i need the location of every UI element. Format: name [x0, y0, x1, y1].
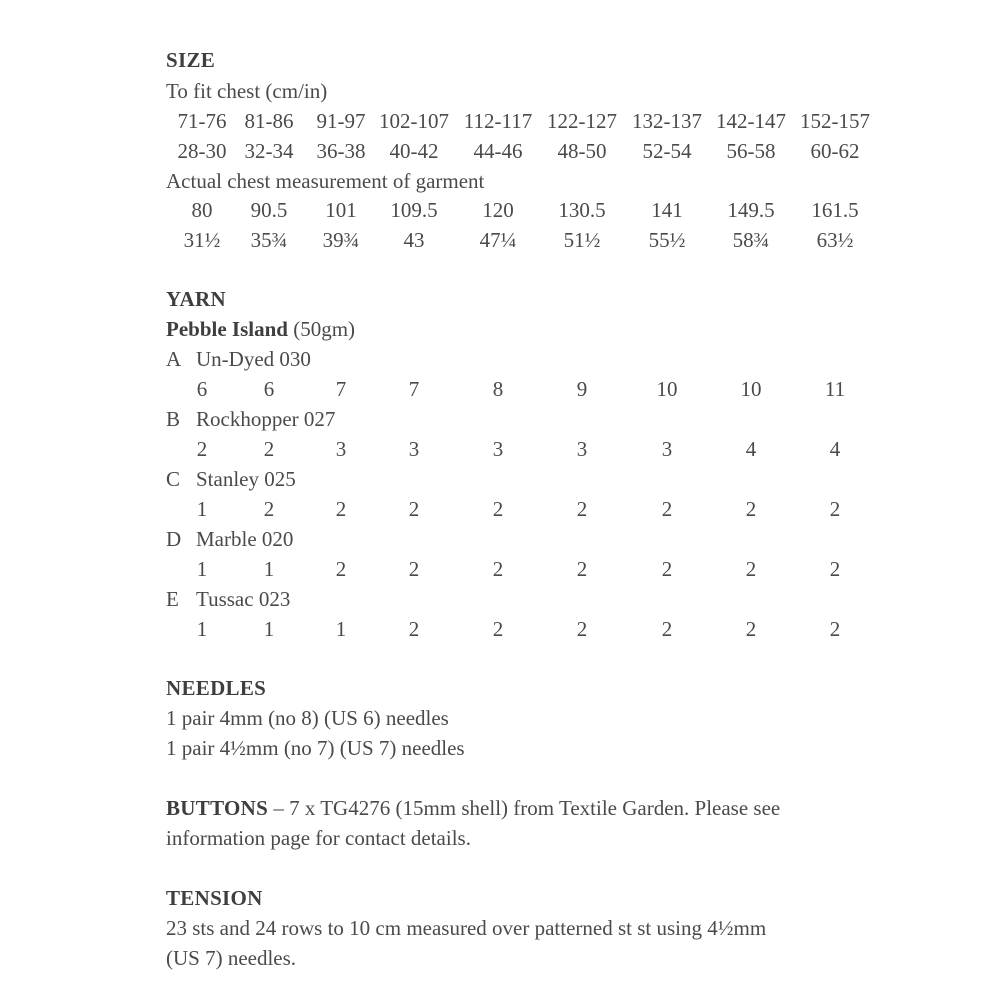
actual-chest-label: Actual chest measurement of garment	[166, 169, 485, 193]
size-column-value: 2	[408, 617, 420, 641]
size-column-value: 55½	[648, 228, 686, 252]
size-column-value: 1	[196, 497, 208, 521]
size-column-value: 32-34	[244, 139, 294, 163]
tension-heading: TENSION	[166, 886, 263, 910]
size-column-value: 7	[335, 377, 347, 401]
yarn-weight: (50gm)	[293, 317, 356, 341]
size-column-value: 2	[745, 497, 757, 521]
size-column-value: 2	[196, 437, 208, 461]
size-column-value: 142-147	[716, 109, 786, 133]
size-column-value: 2	[408, 557, 420, 581]
chest-in-row	[0, 138, 1000, 164]
size-column-value: 2	[829, 497, 841, 521]
size-column-value: 2	[576, 617, 588, 641]
size-column-value: 2	[745, 557, 757, 581]
size-column-value: 102-107	[379, 109, 449, 133]
size-column-value: 90.5	[250, 198, 288, 222]
size-column-value: 1	[196, 557, 208, 581]
size-column-value: 4	[745, 437, 757, 461]
needles-line-2: 1 pair 4½mm (no 7) (US 7) needles	[166, 736, 465, 760]
size-column-value: 112-117	[463, 109, 533, 133]
size-column-value: 60-62	[810, 139, 860, 163]
size-column-value: 28-30	[177, 139, 227, 163]
size-column-value: 9	[576, 377, 588, 401]
size-column-value: 2	[492, 617, 504, 641]
size-column-value: 1	[196, 617, 208, 641]
actual-cm-row	[0, 197, 1000, 223]
size-column-value: 63½	[816, 228, 854, 252]
size-column-value: 44-46	[473, 139, 523, 163]
size-column-value: 43	[403, 228, 425, 252]
size-column-value: 6	[263, 377, 275, 401]
buttons-heading: BUTTONS	[166, 796, 269, 820]
size-column-value: 130.5	[558, 198, 606, 222]
size-column-value: 152-157	[800, 109, 870, 133]
size-column-value: 7	[408, 377, 420, 401]
buttons-line-2: information page for contact details.	[166, 826, 471, 850]
size-column-value: 2	[829, 557, 841, 581]
size-column-value: 81-86	[244, 109, 294, 133]
colour-a-quantities	[0, 376, 1000, 402]
size-column-value: 2	[492, 497, 504, 521]
size-column-value: 1	[335, 617, 347, 641]
size-column-value: 3	[335, 437, 347, 461]
colour-c-quantities	[0, 496, 1000, 522]
size-column-value: 91-97	[316, 109, 366, 133]
size-column-value: 2	[408, 497, 420, 521]
size-column-value: 2	[335, 497, 347, 521]
size-column-value: 31½	[183, 228, 221, 252]
size-column-value: 141	[651, 198, 683, 222]
size-column-value: 2	[576, 497, 588, 521]
size-column-value: 101	[325, 198, 357, 222]
colour-d-quantities	[0, 556, 1000, 582]
size-column-value: 47¼	[479, 228, 517, 252]
size-column-value: 1	[263, 557, 275, 581]
needles-line-1: 1 pair 4mm (no 8) (US 6) needles	[166, 706, 449, 730]
size-column-value: 4	[829, 437, 841, 461]
chest-cm-row	[0, 108, 1000, 134]
size-column-value: 3	[408, 437, 420, 461]
size-column-value: 1	[263, 617, 275, 641]
needles-heading: NEEDLES	[166, 676, 267, 700]
size-column-value: 2	[829, 617, 841, 641]
size-column-value: 2	[492, 557, 504, 581]
size-column-value: 3	[492, 437, 504, 461]
size-column-value: 6	[196, 377, 208, 401]
size-column-value: 39¾	[322, 228, 360, 252]
size-column-value: 35¾	[250, 228, 288, 252]
size-column-value: 48-50	[557, 139, 607, 163]
size-column-value: 3	[576, 437, 588, 461]
size-column-value: 122-127	[547, 109, 617, 133]
colour-d-label: D Marble 020	[166, 527, 294, 551]
size-column-value: 36-38	[316, 139, 366, 163]
size-column-value: 109.5	[390, 198, 438, 222]
size-column-value: 2	[661, 617, 673, 641]
tension-line-2: (US 7) needles.	[166, 946, 297, 970]
colour-b-quantities	[0, 436, 1000, 462]
size-column-value: 3	[661, 437, 673, 461]
size-column-value: 2	[263, 437, 275, 461]
size-column-value: 10	[656, 377, 678, 401]
size-column-value: 80	[191, 198, 213, 222]
size-heading: SIZE	[166, 48, 216, 72]
size-column-value: 51½	[563, 228, 601, 252]
size-column-value: 2	[745, 617, 757, 641]
actual-in-row	[0, 227, 1000, 253]
size-column-value: 120	[482, 198, 514, 222]
yarn-heading: YARN	[166, 287, 226, 311]
buttons-line-1: BUTTONS – 7 x TG4276 (15mm shell) from Textile Garden. Please see	[166, 796, 781, 820]
size-column-value: 10	[740, 377, 762, 401]
colour-a-label: A Un-Dyed 030	[166, 347, 311, 371]
colour-e-quantities	[0, 616, 1000, 642]
size-column-value: 40-42	[389, 139, 439, 163]
chest-label: To fit chest (cm/in)	[166, 79, 328, 103]
size-column-value: 132-137	[632, 109, 702, 133]
size-column-value: 2	[576, 557, 588, 581]
size-column-value: 58¾	[732, 228, 770, 252]
colour-b-label: B Rockhopper 027	[166, 407, 336, 431]
colour-e-label: E Tussac 023	[166, 587, 291, 611]
size-column-value: 2	[661, 557, 673, 581]
yarn-name-line	[166, 316, 355, 342]
size-column-value: 2	[661, 497, 673, 521]
size-column-value: 11	[824, 377, 846, 401]
size-column-value: 52-54	[642, 139, 692, 163]
tension-line-1: 23 sts and 24 rows to 10 cm measured over patterned st st using 4½mm	[166, 916, 767, 940]
size-column-value: 71-76	[177, 109, 227, 133]
colour-c-label: C Stanley 025	[166, 467, 296, 491]
size-column-value: 2	[335, 557, 347, 581]
size-column-value: 2	[263, 497, 275, 521]
yarn-name: Pebble Island	[166, 317, 288, 341]
size-column-value: 56-58	[726, 139, 776, 163]
size-column-value: 149.5	[727, 198, 775, 222]
size-column-value: 8	[492, 377, 504, 401]
size-column-value: 161.5	[811, 198, 859, 222]
